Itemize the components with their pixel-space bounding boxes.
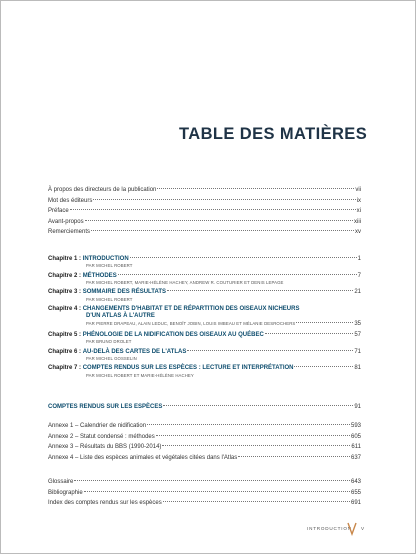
toc-entry[interactable]	[48, 442, 361, 453]
dot-leader	[70, 209, 356, 210]
dot-leader	[85, 220, 353, 221]
toc-entry-page: 655	[350, 489, 361, 496]
dot-leader	[93, 199, 355, 200]
toc-entry-label: Annexe 3 – Résultats du BBS (1990-2014)	[48, 444, 162, 451]
toc-entry-page: ix	[356, 197, 361, 204]
dot-leader	[163, 405, 353, 406]
toc-entry[interactable]	[48, 196, 361, 207]
toc-entry-page: 605	[350, 433, 361, 440]
toc-entry-label: Préface	[48, 208, 69, 215]
chapter-page: 21	[354, 289, 361, 296]
toc-entry-page: 593	[350, 423, 361, 429]
chapter-page: 57	[354, 331, 361, 338]
toc-entry-page: 611	[351, 444, 361, 451]
footer-section-label: INTRODUCTION	[307, 526, 352, 531]
dot-leader	[265, 333, 354, 334]
toc-entry-label: Annexe 4 – Liste des espèces animales et végétales citées dans l'Atlas	[48, 454, 238, 461]
annexes-list	[48, 421, 361, 463]
toc-entry-label: Avant-propos	[48, 218, 84, 225]
toc-entry-label: À propos des directeurs de la publication	[48, 187, 157, 193]
chapter-entry[interactable]	[48, 331, 361, 345]
toc-entry-label: Annexe 1 – Calendrier de nidification	[48, 423, 147, 429]
toc-entry-label: Bibliographie	[48, 489, 83, 496]
chapter-page: 81	[354, 365, 361, 372]
dot-leader	[163, 501, 350, 502]
chapter-authors: PAR PIERRE DRAPEAU, ALAIN LEDUC, BENOÎT JOBIN, LOUIS IMBEAU ET MÉLANIE DESROCHERS	[86, 320, 296, 326]
dot-leader	[238, 456, 350, 457]
dot-leader	[157, 188, 354, 189]
toc-entry[interactable]	[48, 432, 361, 443]
dot-leader	[296, 322, 353, 323]
toc-entry-label: Index des comptes rendus sur les espèces	[48, 500, 162, 507]
front-matter-list	[48, 185, 361, 238]
chapter-prefix: Chapitre 2 :	[48, 272, 82, 279]
toc-entry-label: Remerciements	[48, 229, 91, 236]
dot-leader	[156, 435, 350, 436]
toc-entry[interactable]	[48, 185, 361, 196]
species-accounts-label: COMPTES RENDUS SUR LES ESPÈCES	[48, 404, 163, 410]
chapter-prefix: Chapitre 7 :	[48, 365, 82, 372]
chapter-page: 7	[357, 272, 361, 279]
chapter-authors: PAR MICHEL ROBERT ET MARIE-HÉLÈNE HACHEY	[86, 372, 194, 378]
dot-leader	[147, 424, 350, 425]
dot-leader	[74, 480, 350, 481]
dot-leader	[167, 290, 353, 291]
chapter-title: PHÉNOLOGIE DE LA NIDIFICATION DES OISEAUX AU QUÉBEC	[82, 331, 264, 338]
toc-entry-page: xiii	[354, 218, 361, 225]
chapter-prefix: Chapitre 4 :	[48, 305, 82, 312]
chapter-prefix: Chapitre 5 :	[48, 331, 82, 338]
chapter-title-continued: D'UN ATLAS À L'AUTRE	[86, 313, 155, 320]
chapter-entry[interactable]	[48, 305, 361, 329]
toc-entry-page: vii	[355, 187, 361, 193]
toc-entry-label: Glossaire	[48, 479, 74, 485]
chapter-title: AU-DELÀ DES CARTES DE L'ATLAS	[82, 348, 187, 355]
chapter-page: 71	[354, 348, 361, 355]
chapter-prefix: Chapitre 3 :	[48, 289, 82, 296]
chapter-authors: PAR MICHEL ROBERT	[86, 263, 133, 269]
dot-leader	[118, 274, 357, 275]
dot-leader	[187, 350, 353, 351]
toc-entry-page: xv	[355, 229, 361, 236]
toc-entry-label: Mot des éditeurs	[48, 197, 93, 204]
dot-leader	[130, 257, 357, 258]
dot-leader	[162, 445, 350, 446]
toc-entry-page: xi	[356, 208, 361, 215]
chapter-authors: PAR MICHEL ROBERT, MARIE-HÉLÈNE HACHEY, ANDREW R. COUTURIER ET DENIS LEPAGE	[86, 280, 284, 285]
page-title: TABLE DES MATIÈRES	[179, 125, 368, 143]
back-matter-list	[48, 477, 361, 509]
chapter-authors: PAR MICHEL GOSSELIN	[86, 355, 137, 361]
toc-entry[interactable]	[48, 488, 361, 499]
toc-entry-page: 643	[350, 479, 361, 485]
chapter-authors: PAR BRUNO DROLET	[86, 339, 132, 345]
chapter-page: 1	[357, 256, 361, 262]
chapter-prefix: Chapitre 6 :	[48, 348, 82, 355]
species-accounts-entry[interactable]	[48, 402, 361, 412]
toc-entry[interactable]	[48, 227, 361, 238]
dot-leader	[294, 366, 353, 367]
chapter-entry[interactable]	[48, 348, 361, 362]
chevron-down-icon	[347, 522, 357, 536]
chapter-prefix: Chapitre 1 :	[48, 256, 82, 262]
chapter-entry[interactable]	[48, 272, 361, 286]
dot-leader	[91, 230, 354, 231]
chapter-title: SOMMAIRE DES RÉSULTATS	[82, 289, 167, 296]
chapter-page: 35	[354, 320, 361, 327]
toc-entry[interactable]	[48, 217, 361, 228]
chapter-title: MÉTHODES	[82, 272, 117, 279]
dot-leader	[84, 491, 350, 492]
toc-entry[interactable]	[48, 421, 361, 432]
chapter-title: CHANGEMENTS D'HABITAT ET DE RÉPARTITION DES OISEAUX NICHEURS	[82, 305, 300, 312]
toc-entry-page: 691	[350, 500, 361, 507]
chapters-list	[48, 255, 361, 381]
chapter-title: COMPTES RENDUS SUR LES ESPÈCES : LECTURE ET INTERPRÉTATION	[82, 365, 294, 372]
toc-entry[interactable]	[48, 453, 361, 464]
toc-entry-page: 637	[350, 454, 361, 461]
toc-entry[interactable]	[48, 498, 361, 509]
chapter-entry[interactable]	[48, 288, 361, 302]
chapter-title: INTRODUCTION	[82, 256, 129, 262]
chapter-authors: PAR MICHEL ROBERT	[86, 296, 133, 302]
toc-entry[interactable]	[48, 477, 361, 488]
toc-entry-label: Annexe 2 – Statut condensé : méthodes	[48, 433, 155, 440]
chapter-entry[interactable]	[48, 364, 361, 378]
footer-page-number: V	[361, 526, 365, 531]
species-accounts-page: 91	[354, 404, 361, 410]
chapter-entry[interactable]	[48, 255, 361, 269]
toc-entry[interactable]	[48, 206, 361, 217]
